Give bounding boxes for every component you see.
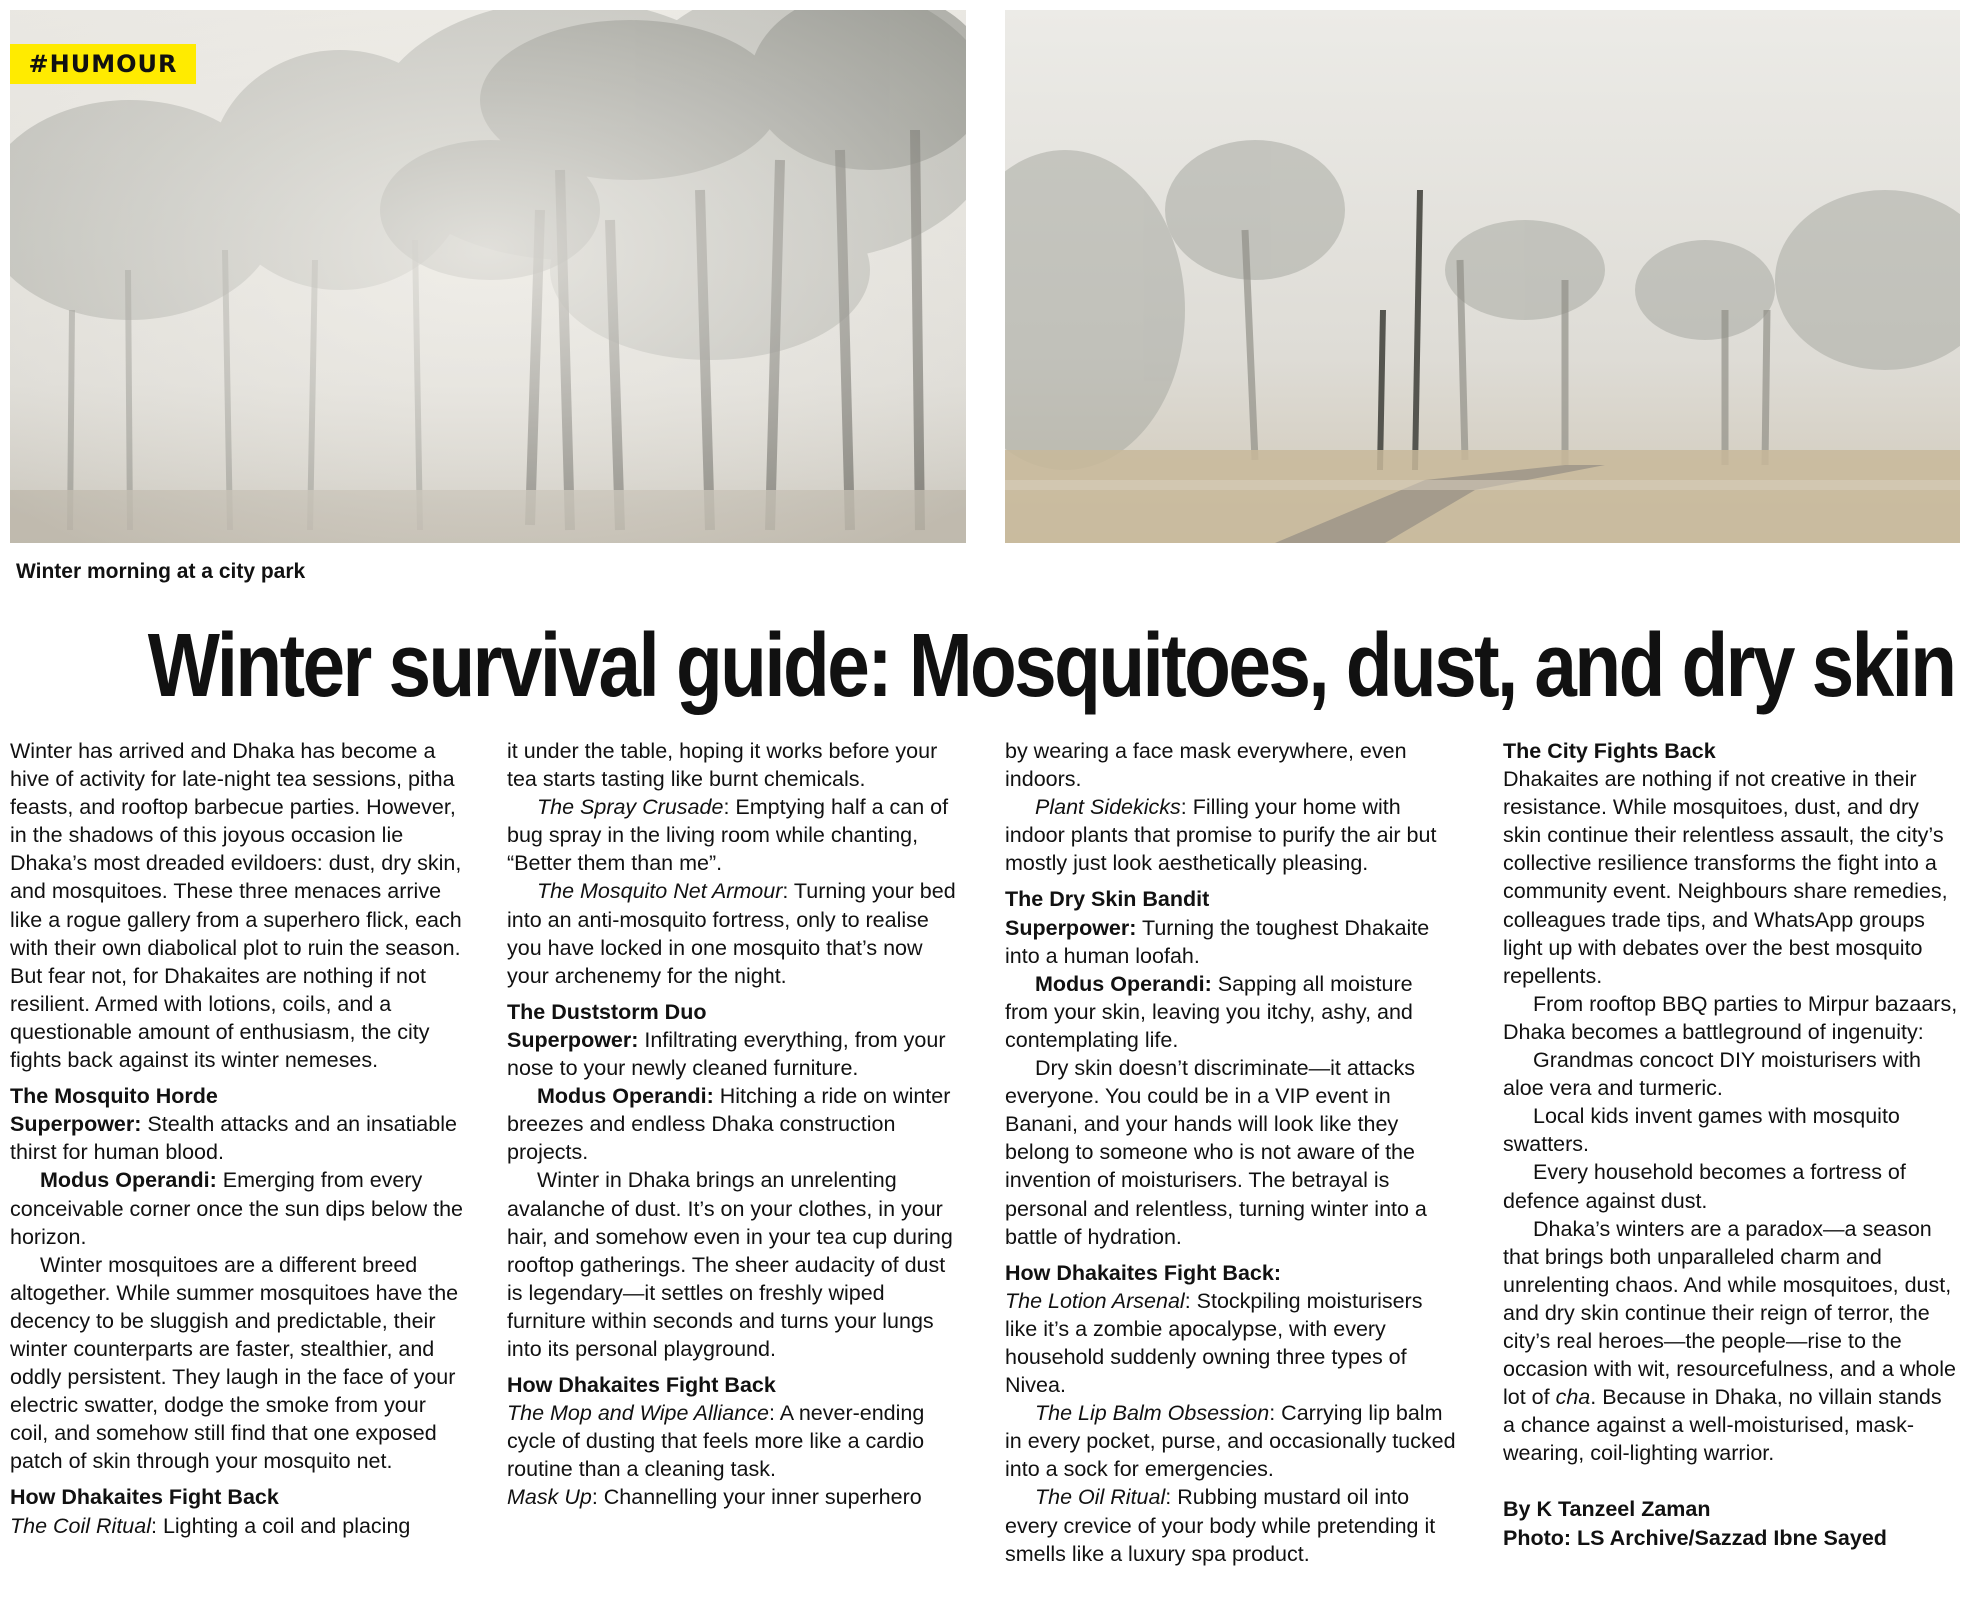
continued-paragraph: it under the table, hoping it works before your tea starts tasting like burnt chemicals. [507,739,938,792]
article-column-2 [507,737,962,1512]
superpower-label: Superpower: [1005,915,1137,940]
section-heading-dust: The Duststorm Duo [507,999,707,1024]
article-column-1 [10,737,465,1540]
tip-paragraph [507,1399,962,1483]
modus-paragraph [507,1082,962,1166]
modus-label: Modus Operandi: [537,1084,714,1109]
tip-paragraph [1005,793,1460,877]
tip-text: : Filling your home with indoor plants that promise to purify the air but mostly just look aesthetically pleasing. [1005,795,1437,876]
tip-text: : A never-ending cycle of dusting that feels more like a cardio routine than a cleaning task. [507,1401,925,1482]
intro-paragraph: Winter has arrived and Dhaka has become a hive of activity for late-night tea sessions, pitha feasts, and rooftop barbecue parties. However, in the shadows of this joyous occasion lie Dhaka’s most dreaded evildoers: dust, dry skin, and mosquitoes. These three menaces arrive like a rogue gallery from a superhero flick, each with their own diabolical plot to ruin the season. But fear not, for Dhakaites are nothing if not resilient. Armed with lotions, coils, and a questionable amount of enthusiasm, the city fights back against its winter nemeses. [10,739,462,1073]
byline: By K Tanzeel Zaman [1503,1497,1711,1522]
photo-misty-park-palms-path [1005,10,1960,543]
tip-text: : Turning your bed into an anti-mosquito fortress, only to realise you have locked in one mosquito that’s now your archenemy for the night. [507,879,956,988]
section-heading-fight: How Dhakaites Fight Back [507,1373,776,1398]
superpower-text: Infiltrating everything, from your nose to your newly cleaned furniture. [507,1027,946,1081]
tip-label: The Coil Ritual [10,1513,151,1538]
modus-text: Sapping all moisture from your skin, leaving you itchy, ashy, and contemplating life. [1005,971,1413,1052]
section-heading-city: The City Fights Back [1503,739,1716,763]
tip-label: Plant Sidekicks [1035,795,1181,820]
category-tag: #HUMOUR [10,44,196,84]
tip-paragraph [507,793,962,877]
superpower-text: Stealth attacks and an insatiable thirst for human blood. [10,1112,457,1165]
tip-paragraph [507,877,962,989]
superpower-paragraph [10,1110,465,1166]
superpower-label: Superpower: [10,1112,142,1137]
closing-text-italic: cha [1555,1385,1591,1410]
tip-text: : Emptying half a can of bug spray in the living room while chanting, “Better them than me”. [507,795,949,876]
article-headline: Winter survival guide: Mosquitoes, dust, and dry skin [147,616,1955,716]
superpower-label: Superpower: [507,1027,639,1052]
tip-paragraph [1005,1287,1460,1399]
body-paragraph: Winter mosquitoes are a different breed altogether. While summer mosquitoes have the decency to be sluggish and predictable, their winter counterparts are faster, stealthier, and oddly persistent. They laugh in the face of your electric swatter, dodge the smoke from your coil, and somehow still find that one exposed patch of skin through your mosquito net. [10,1252,459,1474]
article-column-3 [1005,737,1460,1568]
body-paragraph: From rooftop BBQ parties to Mirpur bazaars, Dhaka becomes a battleground of ingenuity: [1503,991,1958,1044]
tip-paragraph [1005,1483,1460,1567]
photo-misty-park-trees [10,10,966,543]
tip-label: The Spray Crusade [537,795,724,820]
superpower-paragraph [507,1026,962,1082]
section-heading-fight: How Dhakaites Fight Back: [1005,1260,1281,1285]
photo-credit: Photo: LS Archive/Sazzad Ibne Sayed [1503,1525,1887,1550]
modus-label: Modus Operandi: [40,1168,217,1193]
body-paragraph: Every household becomes a fortress of defence against dust. [1503,1160,1906,1213]
modus-text: Hitching a ride on winter breezes and endless Dhaka construction projects. [507,1084,951,1165]
tip-label: The Lotion Arsenal [1005,1288,1185,1313]
tip-text: : Lighting a coil and placing [151,1513,411,1538]
closing-paragraph [1503,1215,1958,1468]
tip-paragraph [507,1483,962,1511]
closing-text-end: . Because in Dhaka, no villain stands a chance against a well-moisturised, mask-wearing, coil-lighting warrior. [1503,1385,1942,1466]
article-column-4 [1503,737,1958,1552]
body-paragraph: Local kids invent games with mosquito swatters. [1503,1104,1900,1157]
superpower-paragraph [1005,914,1460,970]
closing-text-start: Dhaka’s winters are a paradox—a season that brings both unparalleled charm and unrelenting chaos. And while mosquitoes, dust, and dry skin continue their reign of terror, the city’s real heroes—the people—rise to the occasion with wit, resourcefulness, and a whole lot of [1503,1216,1956,1410]
tip-text: : Rubbing mustard oil into every crevice of your body while pretending it smells like a luxury spa product. [1005,1485,1436,1566]
tip-paragraph [1005,1399,1460,1483]
section-heading-dry-skin: The Dry Skin Bandit [1005,887,1210,912]
tip-label: Mask Up [507,1485,592,1510]
tip-label: The Mosquito Net Armour [537,879,783,904]
tip-label: The Oil Ritual [1035,1485,1166,1510]
body-paragraph: Grandmas concoct DIY moisturisers with aloe vera and turmeric. [1503,1048,1921,1101]
modus-paragraph [10,1166,465,1250]
tip-paragraph [10,1512,465,1540]
superpower-text: Turning the toughest Dhakaite into a human loofah. [1005,915,1430,968]
tip-text: : Channelling your inner superhero [591,1485,922,1510]
tip-text: : Carrying lip balm in every pocket, purse, and occasionally tucked into a sock for emergencies. [1005,1401,1456,1482]
photo-caption: Winter morning at a city park [16,560,306,583]
modus-label: Modus Operandi: [1035,971,1212,996]
body-paragraph: Dhakaites are nothing if not creative in their resistance. While mosquitoes, dust, and dry skin continue their relentless assault, the city’s collective resilience transforms the fight into a community event. Neighbours share remedies, colleagues trade tips, and WhatsApp groups light up with debates over the best mosquito repellents. [1503,767,1948,988]
tip-label: The Mop and Wipe Alliance [507,1401,769,1426]
body-paragraph: Dry skin doesn’t discriminate—it attacks everyone. You could be in a VIP event in Banani, and your hands will look like they belong to someone who is not aware of the invention of moisturisers. The betrayal is personal and relentless, turning winter into a battle of hydration. [1005,1056,1427,1249]
body-paragraph: Winter in Dhaka brings an unrelenting avalanche of dust. It’s on your clothes, in your hair, and somehow even in your tea cup during rooftop gatherings. The sheer audacity of dust is legendary—it settles on freshly wiped furniture within seconds and turns your lungs into its personal playground. [507,1168,953,1361]
continued-paragraph: by wearing a face mask everywhere, even indoors. [1005,739,1407,792]
section-heading-fight: How Dhakaites Fight Back [10,1485,279,1510]
section-heading-mosquito: The Mosquito Horde [10,1084,218,1109]
tip-label: The Lip Balm Obsession [1035,1401,1270,1426]
tip-text: : Stockpiling moisturisers like it’s a zombie apocalypse, with every household suddenly owning three types of Nivea. [1005,1288,1423,1398]
modus-paragraph [1005,970,1460,1054]
modus-text: Emerging from every conceivable corner once the sun dips below the horizon. [10,1168,463,1249]
